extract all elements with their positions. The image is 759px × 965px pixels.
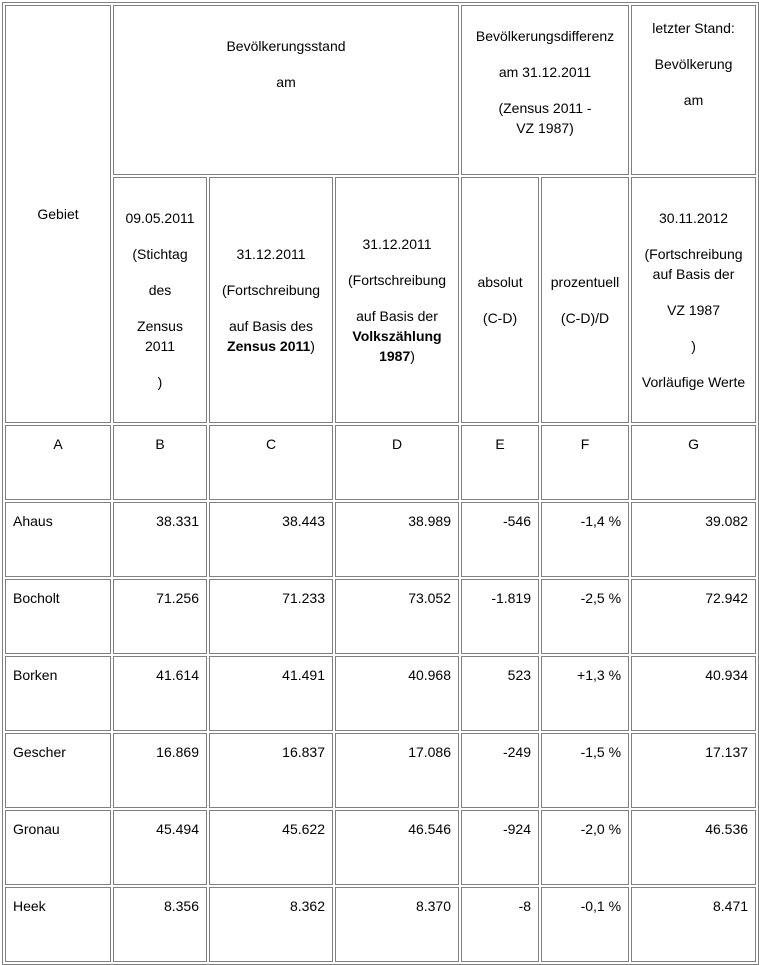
cell-value: -924	[461, 810, 539, 885]
cell-value: 71.256	[113, 579, 207, 654]
header-col-c: 31.12.2011 (Fortschreibung auf Basis des Zensus 2011)	[209, 177, 333, 423]
cell-value: 8.370	[335, 887, 459, 962]
header-gebiet: Gebiet	[5, 5, 111, 423]
cell-value: 39.082	[631, 502, 756, 577]
column-letter: E	[461, 425, 539, 500]
cell-value: 41.491	[209, 656, 333, 731]
cell-value: 16.869	[113, 733, 207, 808]
table-row	[5, 810, 756, 885]
column-letter-row	[5, 425, 756, 500]
cell-value: 45.622	[209, 810, 333, 885]
cell-gebiet: Bocholt	[5, 579, 111, 654]
cell-value: +1,3 %	[541, 656, 629, 731]
cell-value: 45.494	[113, 810, 207, 885]
cell-value: -249	[461, 733, 539, 808]
cell-value: -2,0 %	[541, 810, 629, 885]
cell-value: -1,5 %	[541, 733, 629, 808]
cell-value: 17.086	[335, 733, 459, 808]
cell-value: -0,1 %	[541, 887, 629, 962]
cell-gebiet: Ahaus	[5, 502, 111, 577]
table-row	[5, 502, 756, 577]
cell-value: 8.471	[631, 887, 756, 962]
cell-value: 16.837	[209, 733, 333, 808]
cell-gebiet: Gescher	[5, 733, 111, 808]
cell-value: -1.819	[461, 579, 539, 654]
cell-value: 46.546	[335, 810, 459, 885]
cell-value: -8	[461, 887, 539, 962]
cell-value: 17.137	[631, 733, 756, 808]
header-group-stand: Bevölkerungsstand am	[113, 5, 459, 175]
table-row	[5, 579, 756, 654]
header-col-e: absolut (C-D)	[461, 177, 539, 423]
cell-value: 71.233	[209, 579, 333, 654]
cell-value: 40.934	[631, 656, 756, 731]
cell-gebiet: Borken	[5, 656, 111, 731]
cell-value: 41.614	[113, 656, 207, 731]
table-row	[5, 656, 756, 731]
header-group-diff: Bevölkerungsdifferenz am 31.12.2011 (Zensus 2011 - VZ 1987)	[461, 5, 629, 175]
header-col-f: prozentuell (C-D)/D	[541, 177, 629, 423]
cell-value: 38.443	[209, 502, 333, 577]
cell-value: 46.536	[631, 810, 756, 885]
cell-value: 38.989	[335, 502, 459, 577]
column-letter: A	[5, 425, 111, 500]
cell-value: -546	[461, 502, 539, 577]
header-col-d: 31.12.2011 (Fortschreibung auf Basis der Volkszählung 1987)	[335, 177, 459, 423]
header-col-g: 30.11.2012 (Fortschreibung auf Basis der VZ 1987 ) Vorläufige Werte	[631, 177, 756, 423]
column-letter: D	[335, 425, 459, 500]
cell-value: 8.356	[113, 887, 207, 962]
cell-gebiet: Gronau	[5, 810, 111, 885]
cell-gebiet: Heek	[5, 887, 111, 962]
cell-value: 40.968	[335, 656, 459, 731]
cell-value: 72.942	[631, 579, 756, 654]
table-row	[5, 887, 756, 962]
cell-value: -2,5 %	[541, 579, 629, 654]
cell-value: 73.052	[335, 579, 459, 654]
cell-value: 38.331	[113, 502, 207, 577]
cell-value: 8.362	[209, 887, 333, 962]
column-letter: B	[113, 425, 207, 500]
table-row	[5, 733, 756, 808]
header-group-last: letzter Stand: Bevölkerung am	[631, 5, 756, 175]
cell-value: -1,4 %	[541, 502, 629, 577]
column-letter: C	[209, 425, 333, 500]
column-letter: G	[631, 425, 756, 500]
population-table	[2, 2, 759, 965]
column-letter: F	[541, 425, 629, 500]
cell-value: 523	[461, 656, 539, 731]
header-col-b: 09.05.2011 (Stichtag des Zensus 2011 )	[113, 177, 207, 423]
